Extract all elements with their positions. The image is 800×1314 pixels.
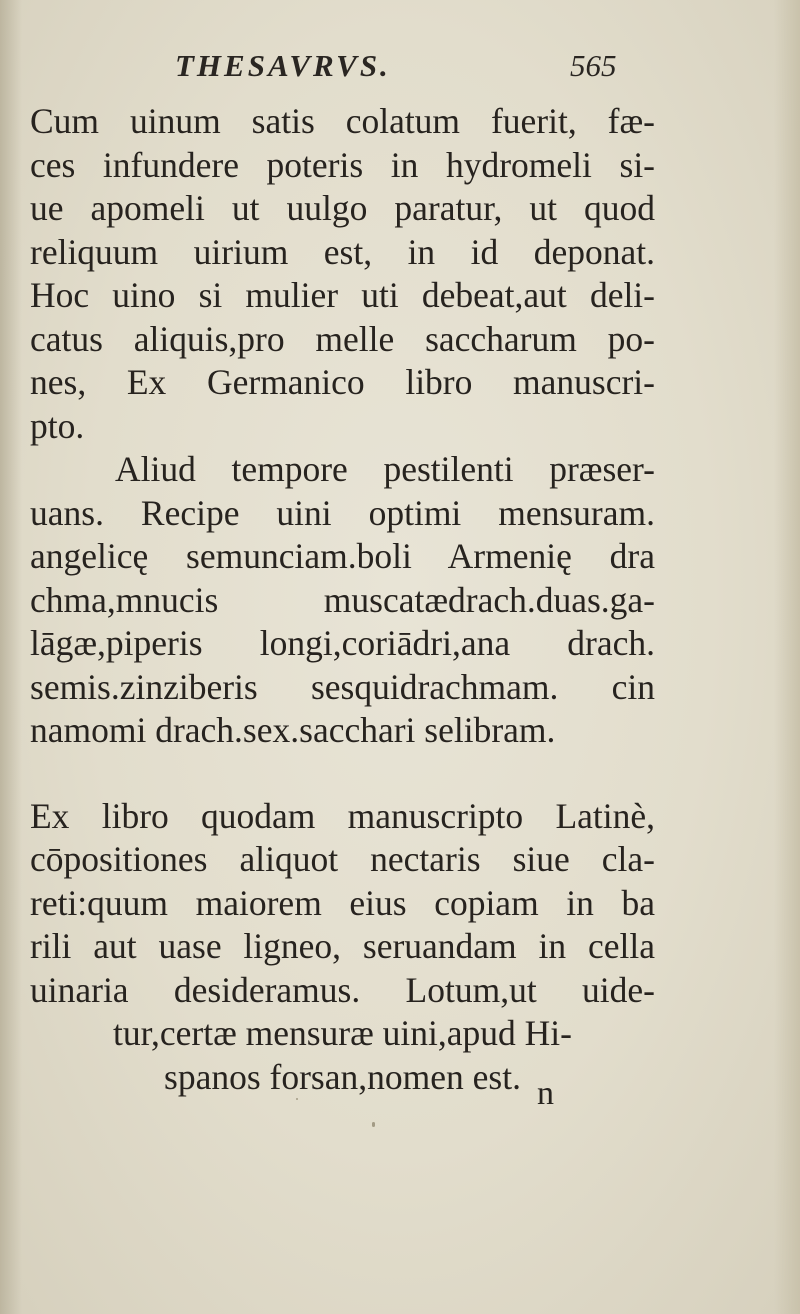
text-line: rili aut uase ligneo, seruandam in cella: [30, 926, 655, 966]
text-line: Ex libro quodam manuscripto Latinè,: [30, 795, 655, 836]
text-line: nes, Ex Germanico libro manuscri-: [30, 362, 655, 402]
page-edge-right: [774, 0, 800, 1314]
text-line: semis.zinziberis sesquidrachmam. cin: [30, 666, 655, 707]
catchword: n: [537, 1075, 554, 1112]
text-line: uans. Recipe uini optimi mensuram.: [30, 492, 655, 533]
text-line: namomi drach.sex.sacchari selibram.: [30, 710, 556, 750]
paragraph-3: [30, 795, 655, 1100]
text-line: tur,certæ mensuræ uini,apud Hi-: [112, 1013, 572, 1053]
ink-speck: [372, 1122, 375, 1127]
text-line: Cum uinum satis colatum fuerit, fæ-: [30, 101, 655, 141]
text-line: Aliud tempore pestilenti præser-: [115, 449, 655, 489]
text-line: chma,mnucis muscatædrach.duas.ga-: [30, 579, 655, 620]
paragraph-1: [30, 100, 655, 448]
running-title: THESAVRVS.: [175, 48, 391, 83]
text-line: spanos forsan,nomen est.: [164, 1056, 521, 1097]
text-line: reti:quum maiorem eius copiam in ba: [30, 882, 655, 923]
text-line: reliquum uirium est, in id deponat.: [30, 231, 655, 272]
text-line: Hoc uino si mulier uti debeat,aut deli-: [30, 275, 655, 315]
paragraph-2: [30, 448, 655, 753]
page-number: 565: [570, 48, 617, 83]
page-header: [0, 48, 800, 94]
text-line: cōpositiones aliquot nectaris siue cla-: [30, 839, 655, 879]
paragraph-gap: [30, 753, 655, 795]
ink-speck: [296, 1098, 298, 1100]
text-line: ces infundere poteris in hydromeli si-: [30, 144, 655, 185]
text-line: catus aliquis,pro melle saccharum po-: [30, 318, 655, 359]
text-line: pto.: [30, 405, 85, 446]
text-line: lāgæ,piperis longi,coriādri,ana drach.: [30, 623, 655, 663]
text-line: uinaria desideramus. Lotum,ut uide-: [30, 969, 655, 1010]
text-line: ue apomeli ut uulgo paratur, ut quod: [30, 188, 655, 228]
body-text: [30, 100, 655, 1099]
text-line: angelicę semunciam.boli Armenię dra: [30, 536, 655, 576]
page-edge-left: [0, 0, 22, 1314]
